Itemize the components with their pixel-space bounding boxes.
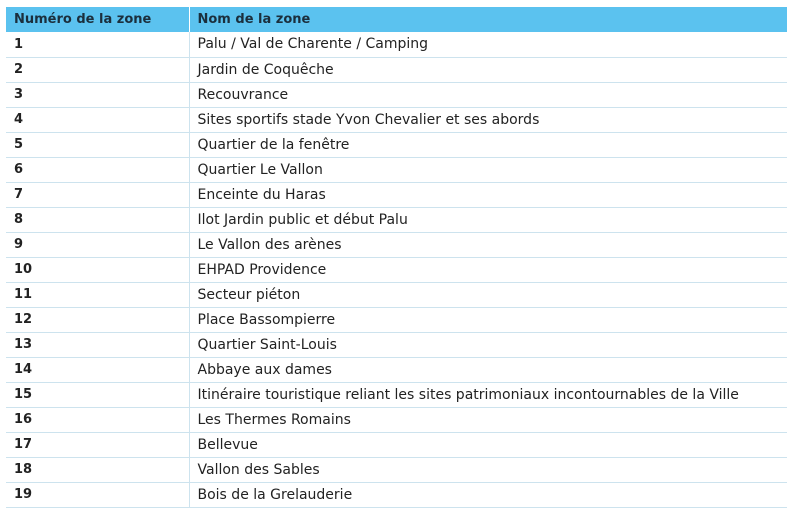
zone-number-cell: 3 bbox=[6, 82, 189, 107]
zone-number-cell: 17 bbox=[6, 432, 189, 457]
table-row bbox=[6, 207, 787, 232]
table-row bbox=[6, 332, 787, 357]
table-row bbox=[6, 232, 787, 257]
zone-name-cell: Quartier de la fenêtre bbox=[189, 132, 787, 157]
table-body bbox=[6, 32, 787, 507]
zone-number-cell: 12 bbox=[6, 307, 189, 332]
header-zone-name: Nom de la zone bbox=[189, 7, 787, 32]
zone-number-cell: 8 bbox=[6, 207, 189, 232]
table-row bbox=[6, 107, 787, 132]
zone-name-cell: Secteur piéton bbox=[189, 282, 787, 307]
table-row bbox=[6, 82, 787, 107]
zone-name-cell: Place Bassompierre bbox=[189, 307, 787, 332]
zone-name-cell: Abbaye aux dames bbox=[189, 357, 787, 382]
zone-number-cell: 5 bbox=[6, 132, 189, 157]
table-row bbox=[6, 157, 787, 182]
zone-number-cell: 19 bbox=[6, 482, 189, 507]
zone-number-cell: 4 bbox=[6, 107, 189, 132]
zone-name-cell: Enceinte du Haras bbox=[189, 182, 787, 207]
table-header bbox=[6, 7, 787, 32]
zone-name-cell: Jardin de Coquêche bbox=[189, 57, 787, 82]
table-row bbox=[6, 357, 787, 382]
zone-name-cell: Quartier Saint-Louis bbox=[189, 332, 787, 357]
table-row bbox=[6, 32, 787, 57]
zone-name-cell: Bellevue bbox=[189, 432, 787, 457]
zone-name-cell: Quartier Le Vallon bbox=[189, 157, 787, 182]
zone-number-cell: 11 bbox=[6, 282, 189, 307]
zone-number-cell: 9 bbox=[6, 232, 189, 257]
table-row bbox=[6, 432, 787, 457]
zone-name-cell: Recouvrance bbox=[189, 82, 787, 107]
zone-name-cell: Palu / Val de Charente / Camping bbox=[189, 32, 787, 57]
table-row bbox=[6, 182, 787, 207]
table-row bbox=[6, 457, 787, 482]
header-row bbox=[6, 7, 787, 32]
zone-number-cell: 18 bbox=[6, 457, 189, 482]
zone-name-cell: Vallon des Sables bbox=[189, 457, 787, 482]
table-row bbox=[6, 382, 787, 407]
zone-name-cell: Sites sportifs stade Yvon Chevalier et ses abords bbox=[189, 107, 787, 132]
zone-number-cell: 13 bbox=[6, 332, 189, 357]
zone-name-cell: Le Vallon des arènes bbox=[189, 232, 787, 257]
table-row bbox=[6, 57, 787, 82]
zone-number-cell: 14 bbox=[6, 357, 189, 382]
zone-number-cell: 1 bbox=[6, 32, 189, 57]
zone-name-cell: EHPAD Providence bbox=[189, 257, 787, 282]
zone-number-cell: 10 bbox=[6, 257, 189, 282]
zone-name-cell: Ilot Jardin public et début Palu bbox=[189, 207, 787, 232]
table-row bbox=[6, 307, 787, 332]
zone-name-cell: Itinéraire touristique reliant les sites patrimoniaux incontournables de la Ville bbox=[189, 382, 787, 407]
table-row bbox=[6, 407, 787, 432]
zone-number-cell: 15 bbox=[6, 382, 189, 407]
zones-table bbox=[6, 7, 787, 508]
table-row bbox=[6, 282, 787, 307]
header-zone-number: Numéro de la zone bbox=[6, 7, 189, 32]
zone-number-cell: 16 bbox=[6, 407, 189, 432]
zone-number-cell: 7 bbox=[6, 182, 189, 207]
table-row bbox=[6, 132, 787, 157]
table-row bbox=[6, 482, 787, 507]
zone-number-cell: 6 bbox=[6, 157, 189, 182]
zone-number-cell: 2 bbox=[6, 57, 189, 82]
zone-name-cell: Bois de la Grelauderie bbox=[189, 482, 787, 507]
zone-name-cell: Les Thermes Romains bbox=[189, 407, 787, 432]
table-row bbox=[6, 257, 787, 282]
